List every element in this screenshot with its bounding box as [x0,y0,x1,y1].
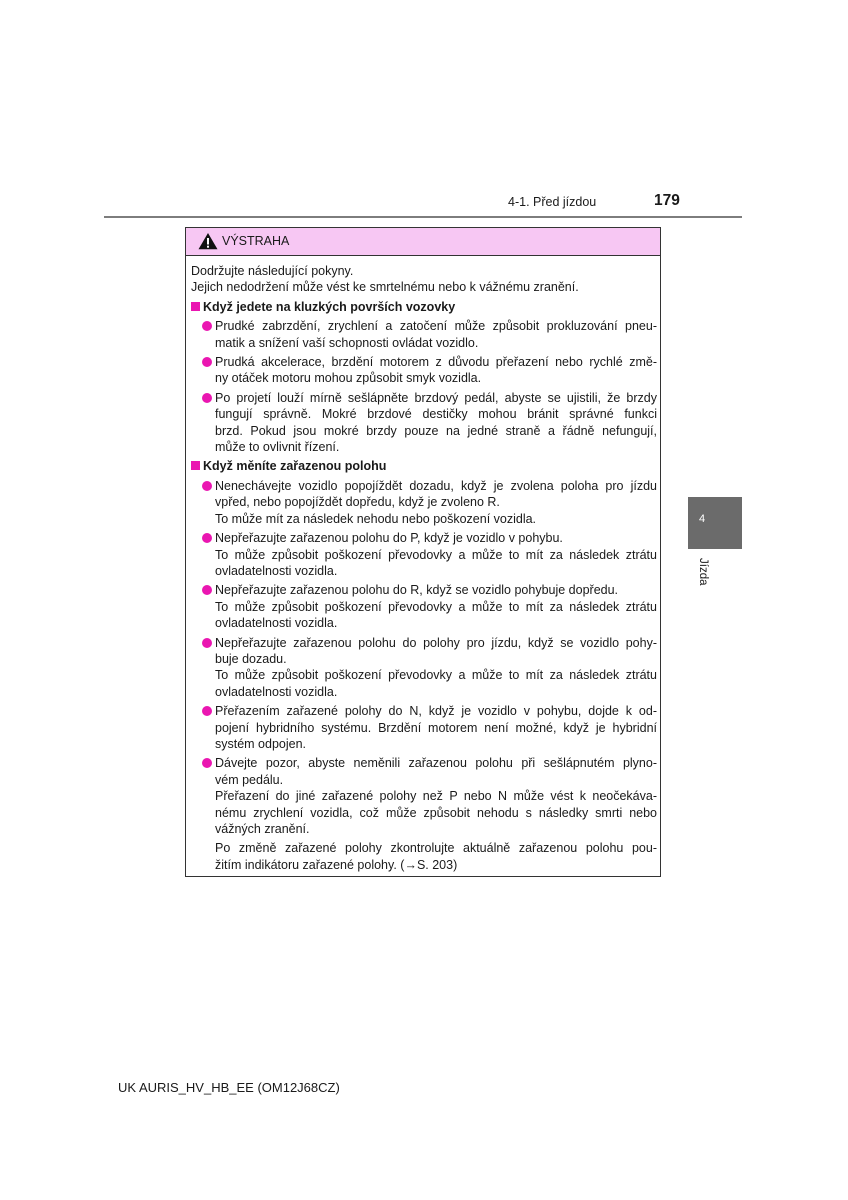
text-line: Nepřeřazujte zařazenou polohu do R, když se vozidlo pohybuje dopředu. [215,583,619,598]
section-heading-text: Když jedete na kluzkých površích vozovky [203,299,456,314]
chapter-tab-label: Jízda [697,558,709,586]
running-header-section: 4-1. Před jízdou [508,195,597,209]
chapter-tab-number: 4 [699,513,706,525]
text-line: brzd. Pokud jsou mokré brzdy pouze na jedné straně a řádně nefungují, [215,423,657,438]
text-line: Prudké zabrzdění, zrychlení a zatočení může způsobit prokluzování pneu- [215,319,657,334]
text-line: nému zrychlení vozidla, což může způsobit nehodu s následky smrti nebo [215,805,657,820]
text-line: To může mít za následek nehodu nebo poškození vozidla. [215,511,537,526]
text-line: ny otáček motoru mohou způsobit smyk vozidla. [215,371,482,386]
circle-bullet-icon [202,533,212,543]
footer-manual-code: UK AURIS_HV_HB_EE (OM12J68CZ) [118,1080,340,1095]
text-line: Nenechávejte vozidlo popojíždět dozadu, když je zvolena poloha pro jízdu [215,478,657,493]
text-line: žitím indikátoru zařazené polohy. (→S. 203) [215,857,458,872]
warning-box [185,227,661,877]
square-bullet-icon [191,302,200,311]
section-heading-slippery-roads [191,299,657,315]
section-heading-text: Když měníte zařazenou polohu [203,459,387,474]
text-line: vpřed, nebo popojíždět dopředu, když je zvoleno R. [215,495,500,510]
text-line: ovladatelnosti vozidla. [215,563,338,578]
text-line: vážných zranění. [215,822,310,836]
text-line: vém pedálu. [215,772,284,787]
text-line: buje dozadu. [215,651,287,666]
text-line: Přeřazením zařazené polohy do N, když je vozidlo v pohybu, dojde k od- [215,704,657,719]
list-item [215,354,657,387]
text-line: pojení hybridního systému. Brzdění motorem není možné, když je hybridní [215,720,657,735]
list-item [215,530,657,579]
list-item [215,390,657,456]
circle-bullet-icon [202,706,212,716]
square-bullet-icon [191,461,200,470]
warning-header [186,228,660,256]
text-line: matik a snížení vaší schopnosti ovládat vozidlo. [215,335,479,350]
section-heading-shift-position [191,458,657,474]
list-item [215,478,657,527]
text-line: fungují správně. Mokré brzdové destičky mohou bránit správné funkci [215,407,657,422]
circle-bullet-icon [202,321,212,331]
text-line: Dávejte pozor, abyste neměnili zařazenou polohu při sešlápnutém plyno- [215,756,657,771]
list-item [215,582,657,631]
chapter-tab [688,497,742,549]
text-line: ovladatelnosti vozidla. [215,616,338,631]
text-line: systém odpojen. [215,736,307,751]
list-item [215,635,657,701]
intro-line: Dodržujte následující pokyny. [191,264,354,278]
text-line: Přeřazení do jiné zařazené polohy než P nebo N může vést k neočekáva- [215,789,657,804]
text-line: Po projetí louží mírně sešlápněte brzdový pedál, abyste se ujistili, že brzdy [215,390,657,405]
circle-bullet-icon [202,357,212,367]
text-line: Nepřeřazujte zařazenou polohu do P, když je vozidlo v pohybu. [215,531,563,546]
list-item [215,755,657,837]
intro-line: Jejich nedodržení může vést ke smrtelnému nebo k vážnému zranění. [191,280,579,295]
text-line: To může způsobit poškození převodovky a může to mít za následek ztrátu [215,599,657,614]
text-line: To může způsobit poškození převodovky a může to mít za následek ztrátu [215,547,657,562]
circle-bullet-icon [202,393,212,403]
circle-bullet-icon [202,638,212,648]
text-line: ovladatelnosti vozidla. [215,684,338,699]
text-line: Prudká akcelerace, brzdění motorem z důvodu přeřazení nebo rychlé změ- [215,355,657,370]
warning-title: VÝSTRAHA [222,234,290,248]
warning-content [191,263,657,873]
text-line: Nepřeřazujte zařazenou polohu do polohy pro jízdu, když se vozidlo pohy- [215,635,657,650]
circle-bullet-icon [202,585,212,595]
header-divider [104,216,742,218]
circle-bullet-icon [202,481,212,491]
page-number: 179 [654,192,680,209]
circle-bullet-icon [202,758,212,768]
list-item [215,703,657,752]
text-line: Po změně zařazené polohy zkontrolujte aktuálně zařazenou polohu pou- [215,841,657,856]
warning-triangle-icon [198,232,218,250]
closing-note [215,840,657,873]
list-item [215,318,657,351]
text-line: To může způsobit poškození převodovky a může to mít za následek ztrátu [215,668,657,683]
text-line: může to ovlivnit řízení. [215,440,340,455]
